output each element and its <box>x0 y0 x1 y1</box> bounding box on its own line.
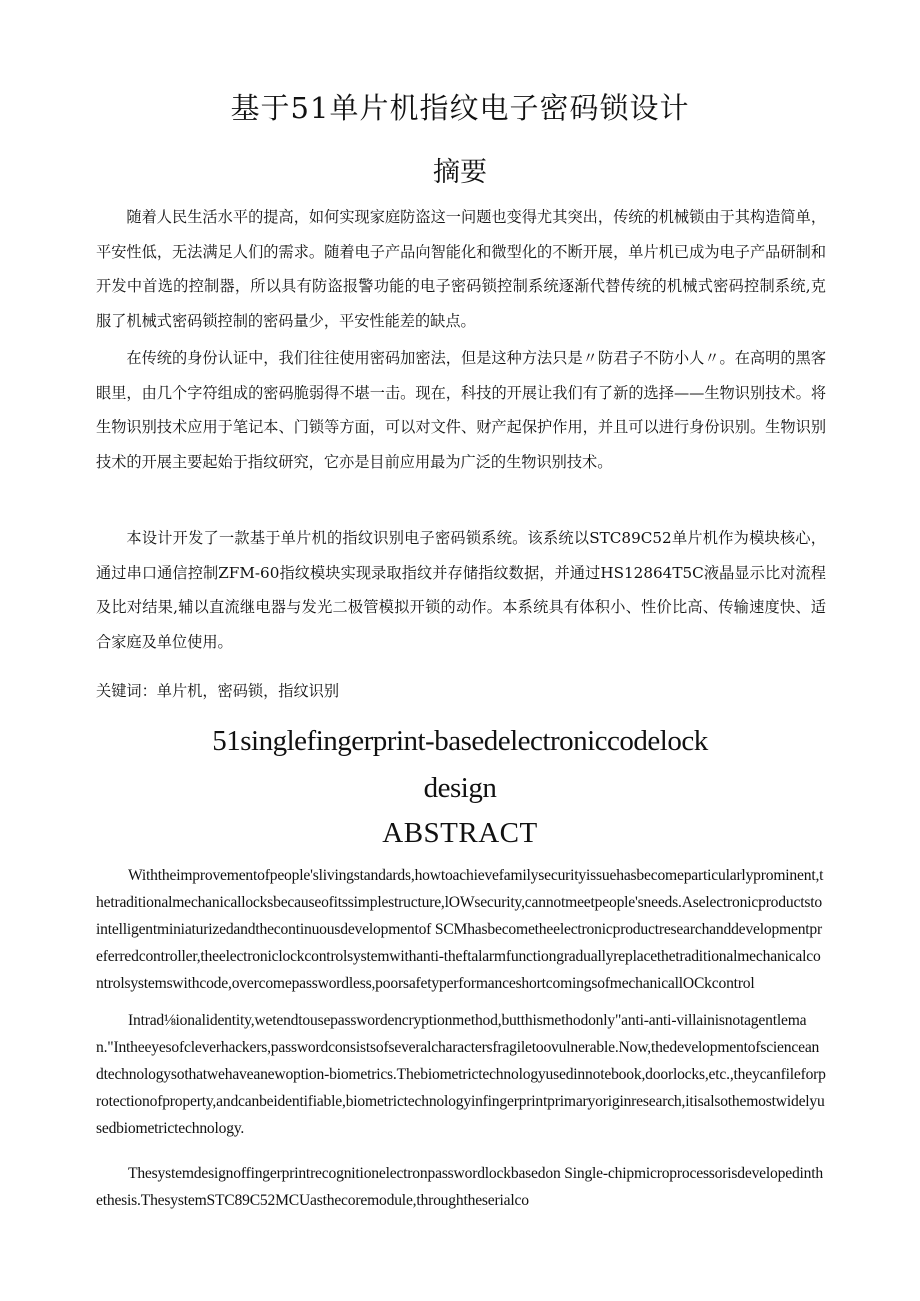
abstract-heading-en: ABSTRACT <box>382 817 538 849</box>
abstract-paragraph-en-3: Thesystemdesignoffingerprintrecognitionelectronpasswordlockbasedon Single-chipmicroprocessorisdevelopedinthethesis.ThesystemSTC89C52MCUasthecoremodule,throughtheserialco <box>96 1165 824 1209</box>
abstract-paragraph-en-1: Withtheimprovementofpeople'slivingstandards,howtoachievefamilysecurityissuehasbecomeparticularlyprominent,thetraditionalmechanicallocksbecauseofitssimplestructure,lOWsecurity,cannotmeetpeople'sneeds.Aselectronicproductstointelligentminiaturizedandthecontinuousdevelopmentof SCMhasbecometheelectronicproductresearchanddevelopmentpreferredcontroller,theelectroniclockcontrolsystemwithanti-theftalarmfunctiongraduallyreplacethetraditionalmechanicalcontrolsystemswithcode,overcomepasswordless,poorsafetyperformanceshortcomingsofmechanicallOCkcontrol <box>96 867 824 992</box>
keywords-cn: 关键词：单片机，密码锁，指纹识别 <box>96 682 339 700</box>
abstract-paragraph-cn-3: 本设计开发了一款基于单片机的指纹识别电子密码锁系统。该系统以STC89C52单片机作为模块核心，通过串口通信控制ZFM-60指纹模块实现录取指纹并存储指纹数据，并通过HS12864T5C液晶显示比对流程及比对结果,辅以直流继电器与发光二极管模拟开锁的动作。本系统具有体积小、性价比高、传输速度快、适合家庭及单位使用。 <box>96 529 826 651</box>
document-title-cn: 基于51单片机指纹电子密码锁设计 <box>230 91 690 125</box>
document-title-en-line-2: design <box>423 772 497 804</box>
abstract-paragraph-cn-2: 在传统的身份认证中，我们往往使用密码加密法，但是这种方法只是〃防君子不防小人〃。在高明的黑客眼里，由几个字符组成的密码脆弱得不堪一击。现在，科技的开展让我们有了新的选择——生物识别技术。将生物识别技术应用于笔记本、门锁等方面，可以对文件、财产起保护作用，并且可以进行身份识别。生物识别技术的开展主要起始于指纹研究，它亦是目前应用最为广泛的生物识别技术。 <box>96 349 826 471</box>
abstract-paragraph-cn-1: 随着人民生活水平的提高，如何实现家庭防盗这一问题也变得尤其突出，传统的机械锁由于其构造简单，平安性低，无法满足人们的需求。随着电子产品向智能化和微型化的不断开展，单片机已成为电子产品研制和开发中首选的控制器，所以具有防盗报警功能的电子密码锁控制系统逐渐代替传统的机械式密码控制系统,克服了机械式密码锁控制的密码量少，平安性能差的缺点。 <box>96 208 826 330</box>
document-title-en-line-1: 51singlefingerprint-basedelectroniccodelock <box>212 725 708 757</box>
abstract-paragraph-en-2: Intrad⅛ionalidentity,wetendtousepasswordencryptionmethod,butthismethodonly"anti-anti-villainisnotagentleman."Intheeyesofcleverhackers,passwordconsistsofseveralcharactersfragiletoovulnerable.Now,thedevelopmentofscienceandtechnologysothatwehaveanewoption-biometrics.Thebiometrictechnologyusedinnotebook,doorlocks,etc.,theycanfileforprotectionofproperty,andcanbeidentifiable,biometrictechnologyinfingerprintprimaryoriginresearch,itisalsothemostwidelyusedbiometrictechnology. <box>96 1012 826 1137</box>
abstract-heading-cn: 摘要 <box>433 157 487 188</box>
